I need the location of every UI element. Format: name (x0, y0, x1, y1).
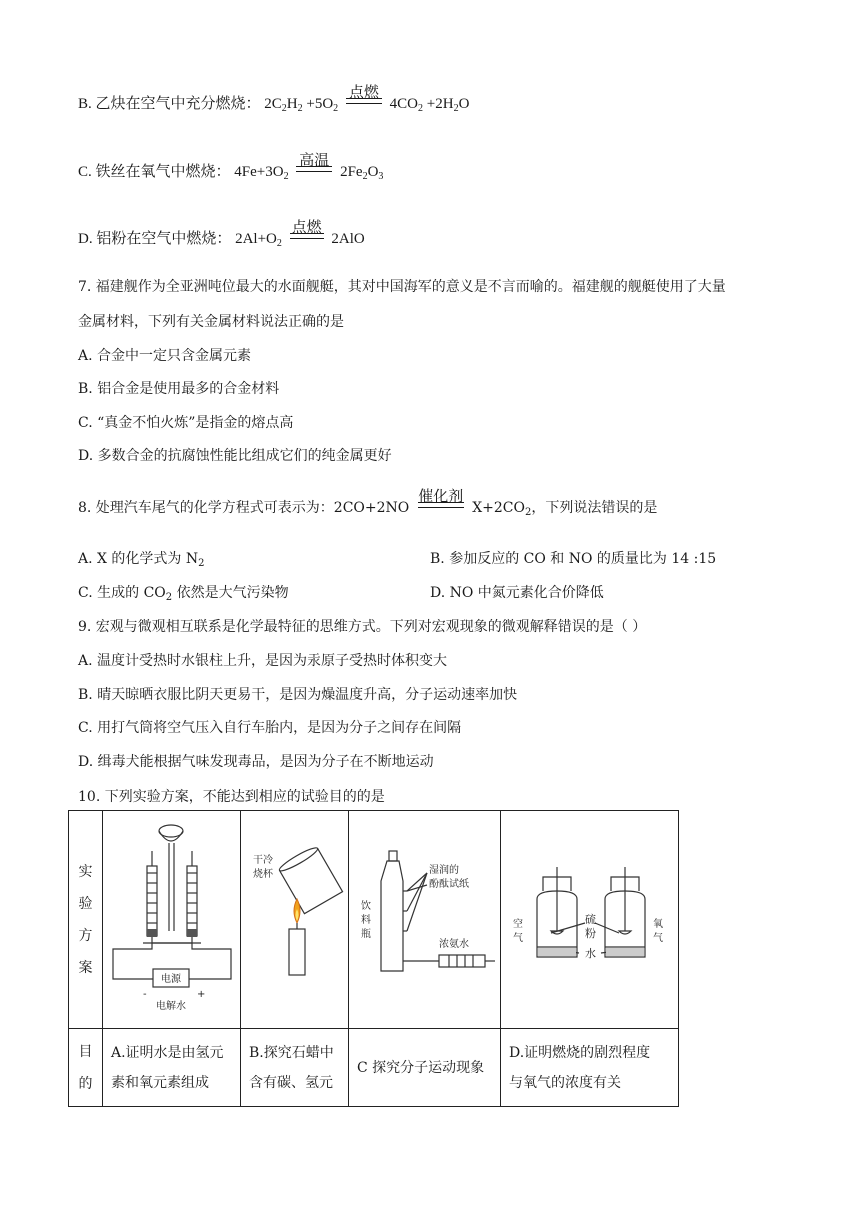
q7-option-c: C. “真金不怕火炼”是指金的熔点高 (78, 415, 294, 431)
sulfur-label-1: 硫 (585, 913, 596, 926)
q9-option-c: C. 用打气筒将空气压入自行车胎内，是因为分子之间存在间隔 (78, 720, 462, 736)
sulfur-burning-figure (501, 811, 678, 1024)
row-header-experiment: 实 验 方 案 (69, 811, 103, 1029)
purpose-b: B.探究石蜡中 含有碳、氢元 (241, 1029, 349, 1107)
q9-option-b: B. 晴天晾晒衣服比阴天更易干，是因为燥温度升高，分子运动速率加快 (78, 687, 518, 703)
water-label: 水 (585, 947, 596, 960)
electrolysis-caption: 电解水 (156, 1001, 186, 1012)
q6-option-c-reactants: $4Fe+3O_2$ (234, 164, 289, 182)
purpose-c: C 探究分子运动现象 (349, 1029, 501, 1107)
q6-option-c-label: C. 铁丝在氧气中燃烧： (78, 164, 231, 180)
q8-stem (78, 487, 658, 518)
q7-option-d: D. 多数合金的抗腐蚀性能比组成它们的纯金属更好 (78, 448, 392, 464)
q10-stem: 10. 下列实验方案，不能达到相应的试验目的的是 (78, 789, 385, 805)
q7-stem-line-1: 7. 福建舰作为全亚洲吨位最大的水面舰艇，其对中国海军的意义是不言而喻的。福建舰的舰艇使用了大量 (78, 279, 726, 295)
dry-cold-label: 干冷 (253, 855, 273, 866)
q6-option-b (78, 85, 470, 114)
purpose-a: A.证明水是由氢元 素和氧元素组成 (103, 1029, 241, 1107)
power-label: 电源 (161, 974, 181, 985)
q8-option-d: D. NO 中氮元素化合价降低 (430, 585, 604, 601)
figure-d-cell (501, 811, 679, 1029)
electrolysis-apparatus-figure (103, 811, 240, 1024)
ammonia-label: 浓氨水 (439, 939, 469, 950)
q6-option-c (78, 153, 384, 182)
q8-stem-pre: 8. 处理汽车尾气的化学方程式可表示为：2CO+2NO (78, 500, 410, 516)
bottle-label-2: 料 (361, 915, 371, 926)
bottle-label-1: 饮 (361, 901, 371, 912)
figure-c-cell (349, 811, 501, 1029)
q7-option-a: A. 合金中一定只含金属元素 (78, 348, 252, 364)
q7-option-b: B. 铝合金是使用最多的合金材料 (78, 381, 280, 397)
q7-stem-line-2: 金属材料，下列有关金属材料说法正确的是 (78, 314, 344, 330)
figure-a-cell (103, 811, 241, 1029)
sulfur-label-2: 粉 (585, 927, 596, 940)
experiment-table (68, 810, 679, 1107)
q8-condition-arrow: 催化剂 (418, 506, 464, 512)
purpose-row (69, 1029, 679, 1107)
q8-option-a: A. X 的化学式为 $N_2$ (78, 551, 205, 569)
q9-stem: 9. 宏观与微观相互联系是化学最特征的思维方式。下列对宏观现象的微观解释错误的是（ ） (78, 619, 647, 635)
moist-label: 湿润的 (429, 865, 459, 876)
q6-option-b-reactants: $2C_2H_2 +5O_2$ (264, 96, 339, 114)
phenolphthalein-paper-label: 酚酞试纸 (429, 879, 469, 890)
q6-option-b-products: $4CO_2 +2H_2O$ (389, 96, 470, 114)
q6-option-d-label: D. 铝粉在空气中燃烧： (78, 231, 232, 247)
q6-option-d-products: 2AlO (331, 231, 365, 247)
bottle-label-3: 瓶 (361, 929, 371, 940)
air-label-1: 空 (513, 919, 523, 930)
q6-option-d-reactants: $2Al+O_2$ (235, 231, 282, 249)
q6-option-c-products: $2Fe_2O_3$ (340, 164, 384, 182)
q6-option-c-condition-arrow: 高温 (296, 170, 332, 176)
q8-option-b: B. 参加反应的 CO 和 NO 的质量比为 14 :15 (430, 551, 717, 567)
air-label-2: 气 (513, 933, 523, 944)
minus-label: - (143, 989, 147, 1000)
oxygen-label-1: 氧 (653, 919, 663, 930)
figure-b-cell (241, 811, 349, 1029)
row-header-purpose: 目 的 (69, 1029, 103, 1107)
oxygen-label-2: 气 (653, 933, 663, 944)
q8-option-c: C. 生成的 $CO_2$ 依然是大气污染物 (78, 585, 289, 603)
q6-option-b-condition-arrow: 点燃 (346, 102, 382, 108)
molecule-motion-figure (349, 811, 500, 1024)
purpose-d: D.证明燃烧的剧烈程度 与氧气的浓度有关 (501, 1029, 679, 1107)
q6-option-b-label: B. 乙炔在空气中充分燃烧： (78, 96, 261, 112)
q6-option-d-condition-arrow: 点燃 (290, 237, 324, 243)
plus-label: + (197, 989, 206, 1000)
q8-stem-post: $X+2CO_2$，下列说法错误的是 (472, 500, 658, 518)
experiment-row (69, 811, 679, 1029)
q6-option-d (78, 220, 365, 249)
beaker-label: 烧杯 (253, 869, 273, 880)
q9-option-a: A. 温度计受热时水银柱上升，是因为汞原子受热时体积变大 (78, 653, 448, 669)
q9-option-d: D. 缉毒犬能根据气味发现毒品，是因为分子在不断地运动 (78, 754, 434, 770)
candle-beaker-figure (241, 811, 348, 1024)
